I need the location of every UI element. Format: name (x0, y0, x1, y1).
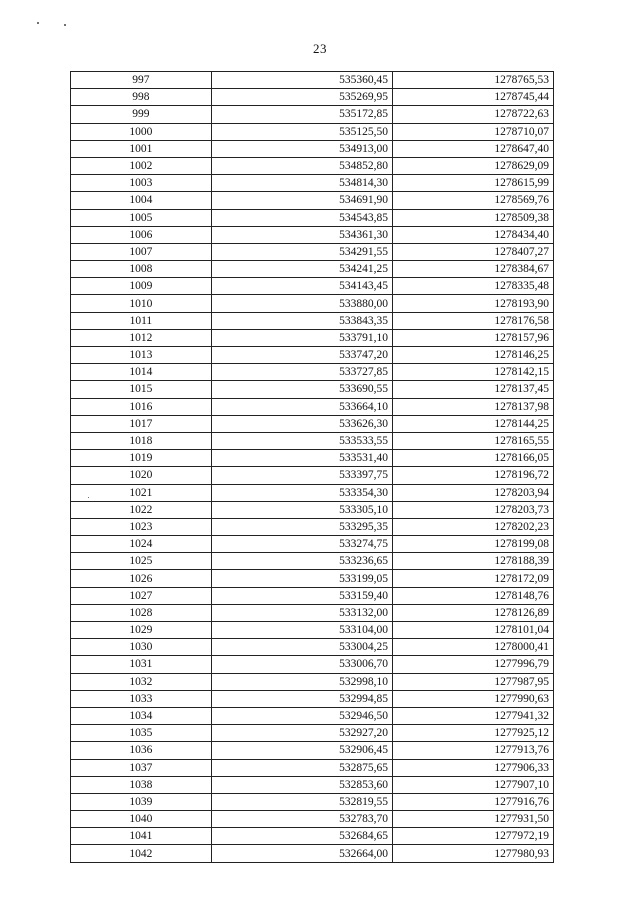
y-coordinate-cell: 1278722,63 (392, 106, 553, 123)
table-row (71, 175, 554, 192)
table-row (71, 828, 554, 845)
x-coordinate-cell: 533006,70 (211, 656, 392, 673)
x-coordinate-cell: 532853,60 (211, 776, 392, 793)
y-coordinate-cell: 1277996,79 (392, 656, 553, 673)
x-coordinate-cell: 533880,00 (211, 295, 392, 312)
x-coordinate-cell: 533843,35 (211, 312, 392, 329)
y-coordinate-cell: 1278765,53 (392, 72, 553, 89)
point-number-cell: 1025 (71, 553, 212, 570)
y-coordinate-cell: 1278165,55 (392, 432, 553, 449)
point-number-cell: 1035 (71, 725, 212, 742)
table-row (71, 553, 554, 570)
x-coordinate-cell: 534913,00 (211, 140, 392, 157)
point-number-cell: 1027 (71, 587, 212, 604)
point-number-cell: 1002 (71, 157, 212, 174)
x-coordinate-cell: 534291,55 (211, 243, 392, 260)
y-coordinate-cell: 1278176,58 (392, 312, 553, 329)
point-number-cell: 1013 (71, 347, 212, 364)
point-number-cell: 1012 (71, 329, 212, 346)
table-row (71, 845, 554, 862)
x-coordinate-cell: 534241,25 (211, 261, 392, 278)
y-coordinate-cell: 1277916,76 (392, 793, 553, 810)
table-row (71, 604, 554, 621)
table-row (71, 415, 554, 432)
table-row (71, 622, 554, 639)
table-row (71, 725, 554, 742)
x-coordinate-cell: 533104,00 (211, 622, 392, 639)
table-row (71, 209, 554, 226)
table-row (71, 347, 554, 364)
table-row (71, 278, 554, 295)
x-coordinate-cell: 533159,40 (211, 587, 392, 604)
table-row (71, 673, 554, 690)
point-number-cell: 1019 (71, 450, 212, 467)
table-row (71, 72, 554, 89)
point-number-cell: 1017 (71, 415, 212, 432)
x-coordinate-cell: 533132,00 (211, 604, 392, 621)
point-number-cell: 1015 (71, 381, 212, 398)
x-coordinate-cell: 533690,55 (211, 381, 392, 398)
table-row (71, 295, 554, 312)
point-number-cell: 1000 (71, 123, 212, 140)
table-row (71, 759, 554, 776)
y-coordinate-cell: 1277913,76 (392, 742, 553, 759)
table-row (71, 793, 554, 810)
y-coordinate-cell: 1277972,19 (392, 828, 553, 845)
y-coordinate-cell: 1278629,09 (392, 157, 553, 174)
x-coordinate-cell: 534143,45 (211, 278, 392, 295)
point-number-cell: 1020 (71, 467, 212, 484)
point-number-cell: 1036 (71, 742, 212, 759)
y-coordinate-cell: 1278137,45 (392, 381, 553, 398)
x-coordinate-cell: 535360,45 (211, 72, 392, 89)
x-coordinate-cell: 533626,30 (211, 415, 392, 432)
table-row (71, 123, 554, 140)
x-coordinate-cell: 533533,55 (211, 432, 392, 449)
point-number-cell: 1030 (71, 639, 212, 656)
x-coordinate-cell: 532684,65 (211, 828, 392, 845)
point-number-cell: 999 (71, 106, 212, 123)
table-row (71, 707, 554, 724)
scan-speck (37, 22, 39, 24)
x-coordinate-cell: 532783,70 (211, 811, 392, 828)
table-row (71, 587, 554, 604)
x-coordinate-cell: 534361,30 (211, 226, 392, 243)
point-number-cell: 1001 (71, 140, 212, 157)
point-number-cell: 1041 (71, 828, 212, 845)
y-coordinate-cell: 1277931,50 (392, 811, 553, 828)
table-row (71, 432, 554, 449)
y-coordinate-cell: 1278745,44 (392, 89, 553, 106)
point-number-cell: 1007 (71, 243, 212, 260)
y-coordinate-cell: 1277941,32 (392, 707, 553, 724)
y-coordinate-cell: 1278142,15 (392, 364, 553, 381)
table-row (71, 106, 554, 123)
table-row (71, 536, 554, 553)
point-number-cell: 1021 (71, 484, 212, 501)
point-number-cell: 1004 (71, 192, 212, 209)
x-coordinate-cell: 535269,95 (211, 89, 392, 106)
x-coordinate-cell: 533354,30 (211, 484, 392, 501)
point-number-cell: 1037 (71, 759, 212, 776)
y-coordinate-cell: 1277990,63 (392, 690, 553, 707)
table-row (71, 329, 554, 346)
point-number-cell: 1010 (71, 295, 212, 312)
table-row (71, 381, 554, 398)
point-number-cell: 1005 (71, 209, 212, 226)
point-number-cell: 1028 (71, 604, 212, 621)
table-row (71, 398, 554, 415)
table-row (71, 742, 554, 759)
x-coordinate-cell: 535125,50 (211, 123, 392, 140)
x-coordinate-cell: 535172,85 (211, 106, 392, 123)
y-coordinate-cell: 1278172,09 (392, 570, 553, 587)
y-coordinate-cell: 1278509,38 (392, 209, 553, 226)
table-row (71, 501, 554, 518)
x-coordinate-cell: 534691,90 (211, 192, 392, 209)
point-number-cell: 1039 (71, 793, 212, 810)
x-coordinate-cell: 533727,85 (211, 364, 392, 381)
x-coordinate-cell: 534852,80 (211, 157, 392, 174)
table-row (71, 226, 554, 243)
point-number-cell: 1033 (71, 690, 212, 707)
point-number-cell: 998 (71, 89, 212, 106)
point-number-cell: 1016 (71, 398, 212, 415)
x-coordinate-cell: 532875,65 (211, 759, 392, 776)
x-coordinate-cell: 534543,85 (211, 209, 392, 226)
y-coordinate-cell: 1278569,76 (392, 192, 553, 209)
table-row (71, 157, 554, 174)
table-row (71, 450, 554, 467)
x-coordinate-cell: 532946,50 (211, 707, 392, 724)
y-coordinate-cell: 1278203,73 (392, 501, 553, 518)
y-coordinate-cell: 1278647,40 (392, 140, 553, 157)
table-row (71, 570, 554, 587)
point-number-cell: 1023 (71, 518, 212, 535)
x-coordinate-cell: 533004,25 (211, 639, 392, 656)
scan-speck (64, 24, 66, 26)
y-coordinate-cell: 1278137,98 (392, 398, 553, 415)
y-coordinate-cell: 1278199,08 (392, 536, 553, 553)
x-coordinate-cell: 532819,55 (211, 793, 392, 810)
table-row (71, 467, 554, 484)
y-coordinate-cell: 1278407,27 (392, 243, 553, 260)
x-coordinate-cell: 533747,20 (211, 347, 392, 364)
y-coordinate-cell: 1278434,40 (392, 226, 553, 243)
y-coordinate-cell: 1278188,39 (392, 553, 553, 570)
table-row (71, 243, 554, 260)
y-coordinate-cell: 1278615,99 (392, 175, 553, 192)
y-coordinate-cell: 1277907,10 (392, 776, 553, 793)
table-row (71, 639, 554, 656)
y-coordinate-cell: 1277980,93 (392, 845, 553, 862)
y-coordinate-cell: 1278384,67 (392, 261, 553, 278)
point-number-cell: 1034 (71, 707, 212, 724)
x-coordinate-cell: 532994,85 (211, 690, 392, 707)
table-row (71, 364, 554, 381)
y-coordinate-cell: 1278166,05 (392, 450, 553, 467)
x-coordinate-cell: 532927,20 (211, 725, 392, 742)
y-coordinate-cell: 1278126,89 (392, 604, 553, 621)
y-coordinate-cell: 1277925,12 (392, 725, 553, 742)
y-coordinate-cell: 1278710,07 (392, 123, 553, 140)
y-coordinate-cell: 1278101,04 (392, 622, 553, 639)
point-number-cell: 1011 (71, 312, 212, 329)
point-number-cell: 1038 (71, 776, 212, 793)
table-row (71, 89, 554, 106)
table-row (71, 261, 554, 278)
x-coordinate-cell: 533305,10 (211, 501, 392, 518)
point-number-cell: 1032 (71, 673, 212, 690)
table-row (71, 484, 554, 501)
y-coordinate-cell: 1278157,96 (392, 329, 553, 346)
x-coordinate-cell: 533664,10 (211, 398, 392, 415)
x-coordinate-cell: 533791,10 (211, 329, 392, 346)
point-number-cell: 1009 (71, 278, 212, 295)
table-row (71, 192, 554, 209)
table-row (71, 140, 554, 157)
x-coordinate-cell: 533236,65 (211, 553, 392, 570)
table-row (71, 312, 554, 329)
y-coordinate-cell: 1278203,94 (392, 484, 553, 501)
x-coordinate-cell: 534814,30 (211, 175, 392, 192)
y-coordinate-cell: 1278193,90 (392, 295, 553, 312)
x-coordinate-cell: 532906,45 (211, 742, 392, 759)
point-number-cell: 997 (71, 72, 212, 89)
point-number-cell: 1014 (71, 364, 212, 381)
point-number-cell: 1006 (71, 226, 212, 243)
table-row (71, 811, 554, 828)
x-coordinate-cell: 533397,75 (211, 467, 392, 484)
point-number-cell: 1042 (71, 845, 212, 862)
table-row (71, 690, 554, 707)
y-coordinate-cell: 1278144,25 (392, 415, 553, 432)
point-number-cell: 1031 (71, 656, 212, 673)
table-row (71, 776, 554, 793)
y-coordinate-cell: 1278148,76 (392, 587, 553, 604)
point-number-cell: 1022 (71, 501, 212, 518)
y-coordinate-cell: 1278000,41 (392, 639, 553, 656)
point-number-cell: 1026 (71, 570, 212, 587)
point-number-cell: 1029 (71, 622, 212, 639)
point-number-cell: 1008 (71, 261, 212, 278)
y-coordinate-cell: 1277987,95 (392, 673, 553, 690)
point-number-cell: 1018 (71, 432, 212, 449)
point-number-cell: 1040 (71, 811, 212, 828)
y-coordinate-cell: 1278196,72 (392, 467, 553, 484)
point-number-cell: 1003 (71, 175, 212, 192)
x-coordinate-cell: 533199,05 (211, 570, 392, 587)
coordinates-table-body (71, 72, 554, 863)
y-coordinate-cell: 1278202,23 (392, 518, 553, 535)
y-coordinate-cell: 1278146,25 (392, 347, 553, 364)
table-row (71, 518, 554, 535)
x-coordinate-cell: 532664,00 (211, 845, 392, 862)
x-coordinate-cell: 533274,75 (211, 536, 392, 553)
x-coordinate-cell: 533295,35 (211, 518, 392, 535)
x-coordinate-cell: 532998,10 (211, 673, 392, 690)
coordinates-table (70, 71, 554, 863)
y-coordinate-cell: 1277906,33 (392, 759, 553, 776)
table-row (71, 656, 554, 673)
point-number-cell: 1024 (71, 536, 212, 553)
x-coordinate-cell: 533531,40 (211, 450, 392, 467)
page-number: 23 (313, 41, 327, 56)
y-coordinate-cell: 1278335,48 (392, 278, 553, 295)
